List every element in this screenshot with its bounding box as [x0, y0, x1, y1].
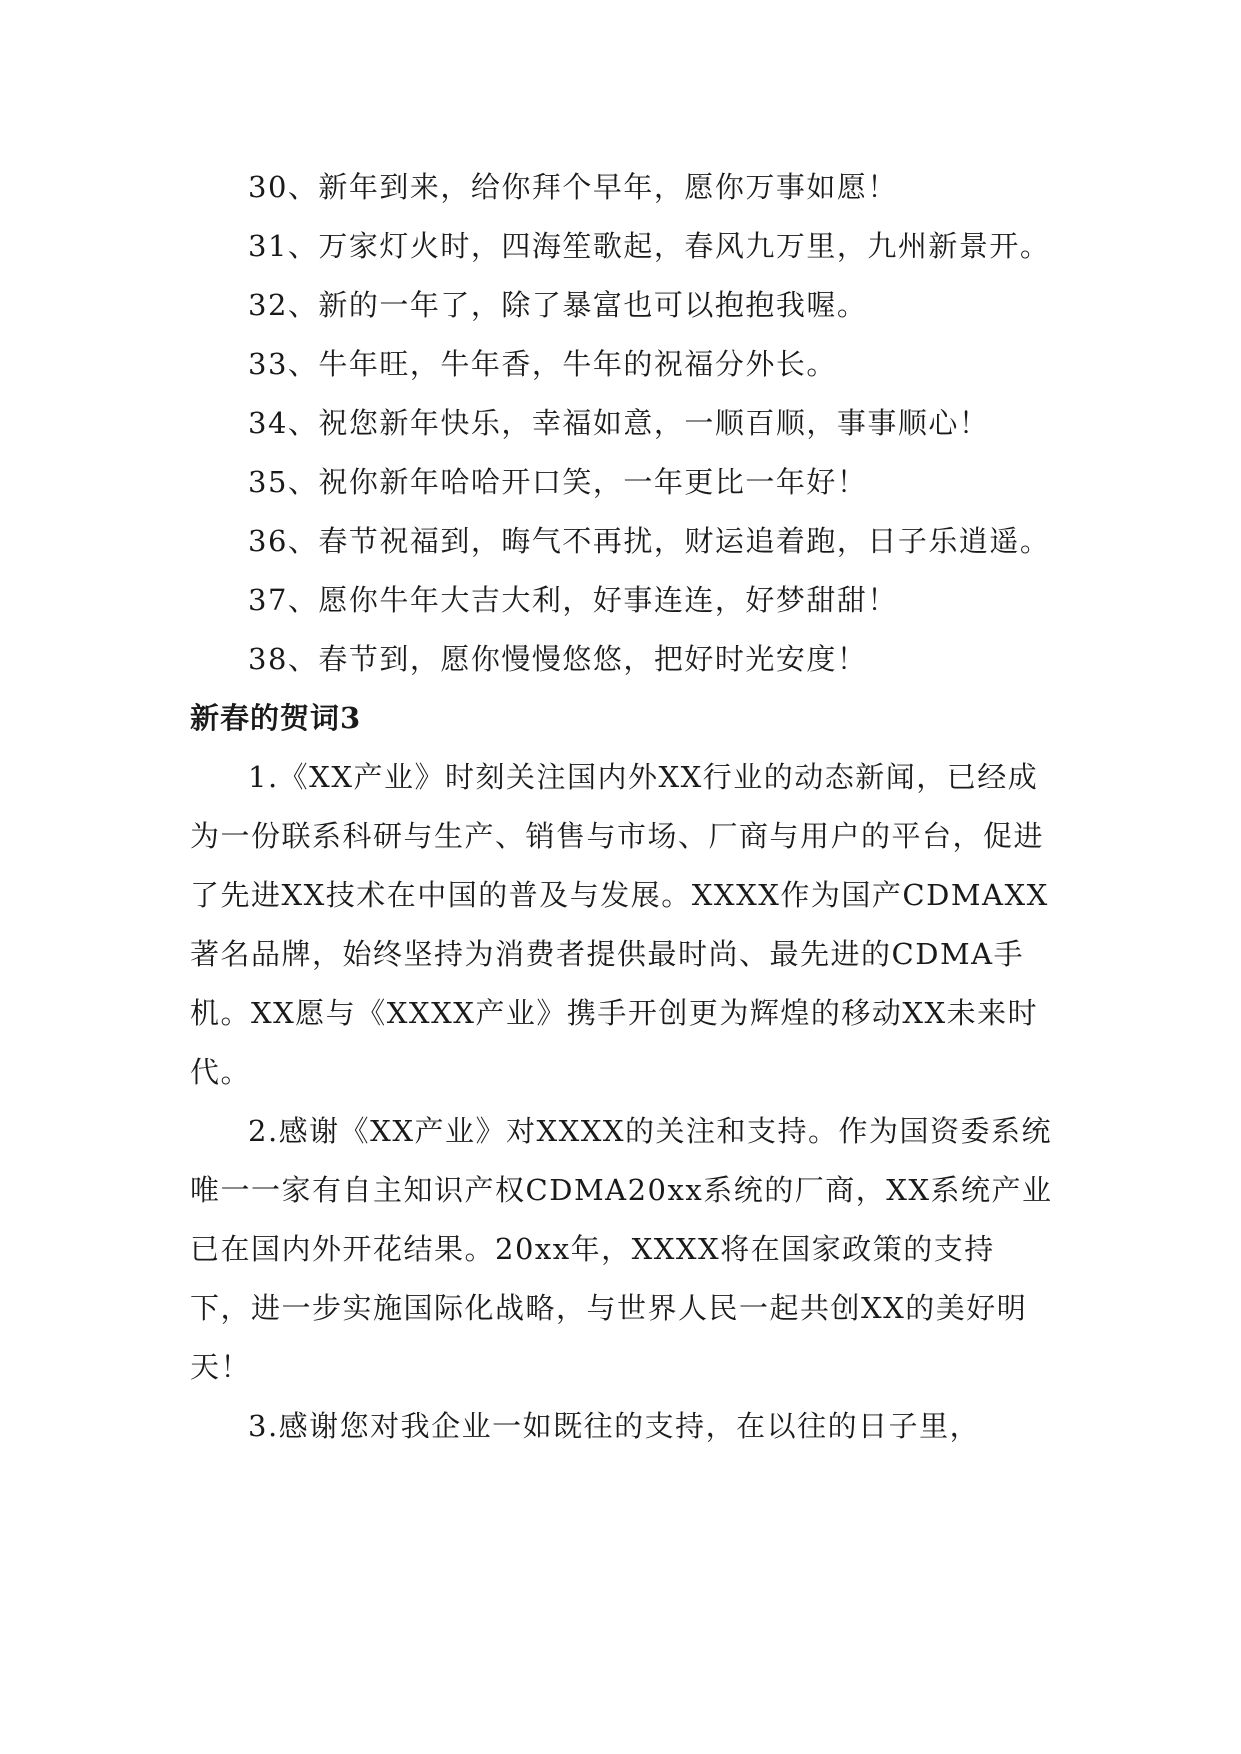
wish-item-37: 37、愿你牛年大吉大利，好事连连，好梦甜甜！	[248, 583, 898, 617]
wish-item-36: 36、春节祝福到，晦气不再扰，财运追着跑，日子乐逍遥。	[248, 524, 1051, 558]
wish-item-30: 30、新年到来，给你拜个早年，愿你万事如愿！	[248, 170, 898, 204]
wish-item-32: 32、新的一年了，除了暴富也可以抱抱我喔。	[248, 288, 868, 322]
document-body	[190, 158, 1054, 1456]
body-paragraph-2: 2.感谢《XX产业》对XXXX的关注和支持。作为国资委系统唯一一家有自主知识产权CDMA20xx系统的厂商，XX系统产业已在国内外开花结果。20xx年，XXXX将在国家政策的支持下，进一步实施国际化战略，与世界人民一起共创XX的美好明天！	[190, 1114, 1053, 1384]
wish-item-33: 33、牛年旺，牛年香，牛年的祝福分外长。	[248, 347, 837, 381]
wish-item-35: 35、祝你新年哈哈开口笑，一年更比一年好！	[248, 465, 868, 499]
wish-item-31: 31、万家灯火时，四海笙歌起，春风九万里，九州新景开。	[248, 229, 1051, 263]
wish-item-38: 38、春节到，愿你慢慢悠悠，把好时光安度！	[248, 642, 868, 676]
body-paragraph-3: 3.感谢您对我企业一如既往的支持，在以往的日子里，	[248, 1409, 981, 1443]
body-paragraph-1: 1.《XX产业》时刻关注国内外XX行业的动态新闻，已经成为一份联系科研与生产、销售与市场、厂商与用户的平台，促进了先进XX技术在中国的普及与发展。XXXX作为国产CDMAXX著名品牌，始终坚持为消费者提供最时尚、最先进的CDMA手机。XX愿与《XXXX产业》携手开创更为辉煌的移动XX未来时代。	[190, 760, 1049, 1089]
wish-item-34: 34、祝您新年快乐，幸福如意，一顺百顺，事事顺心！	[248, 406, 990, 440]
section-title: 新春的贺词3	[190, 701, 362, 735]
